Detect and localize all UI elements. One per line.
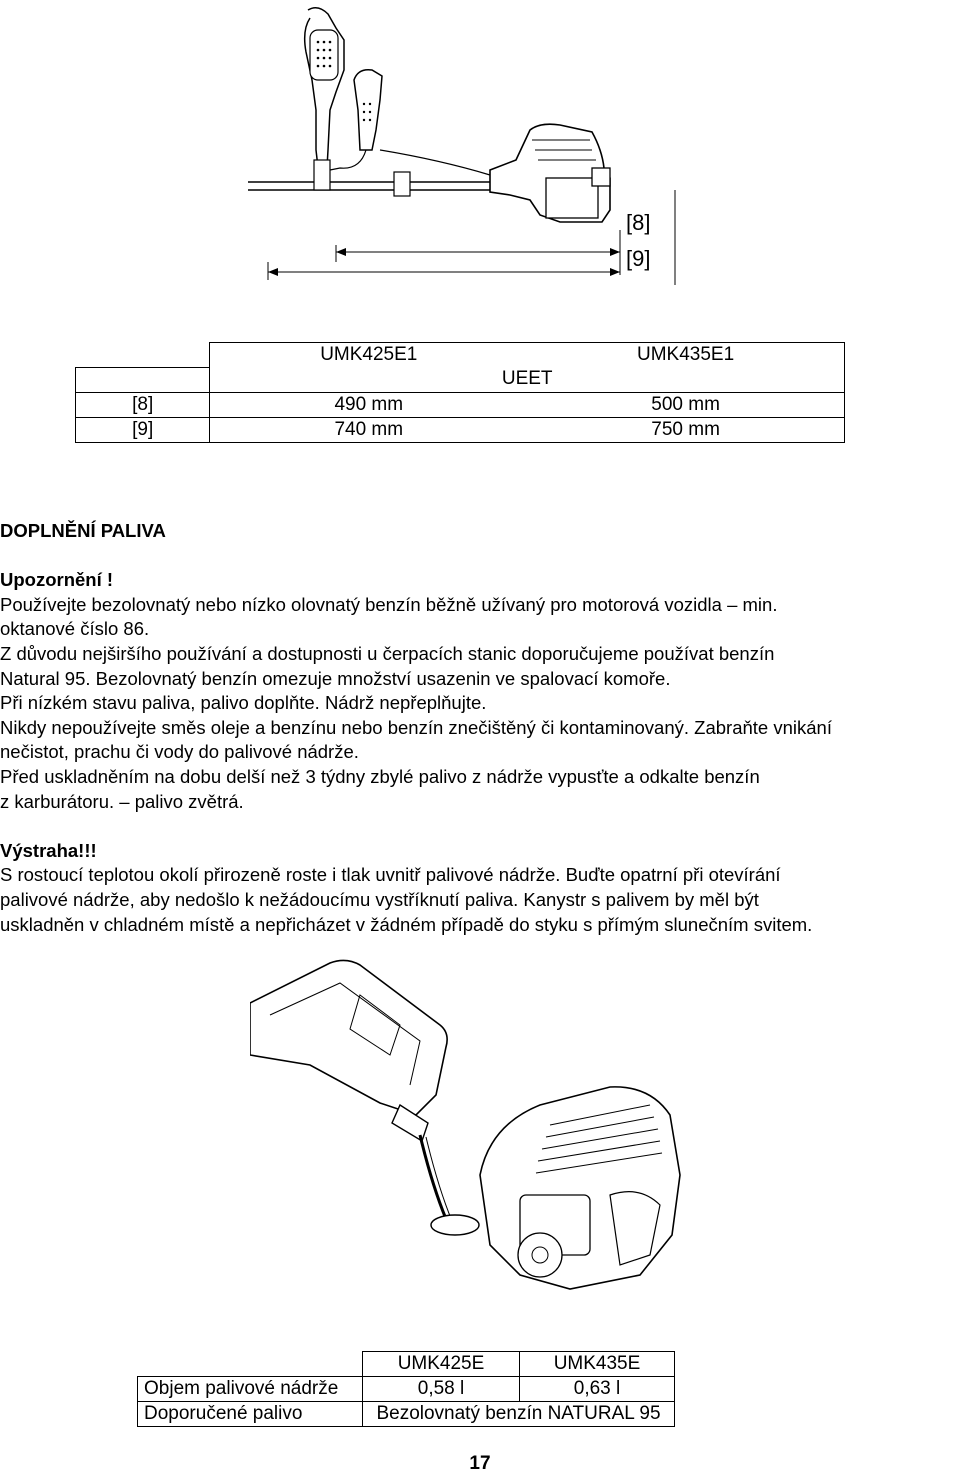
group-label: UEET xyxy=(210,367,845,392)
page-number: 17 xyxy=(469,1453,491,1474)
section-title: DOPLNĚNÍ PALIVA xyxy=(0,520,166,541)
caution-line: Z důvodu nejširšího používání a dostupnosti u čerpacích stanic doporučujeme používat benzín xyxy=(0,642,775,664)
table-cell: 490 mm xyxy=(210,392,527,417)
caution-line: Natural 95. Bezolovnatý benzín omezuje množství usazenin ve spalovací komoře. xyxy=(0,667,671,689)
fuel-refill-figure xyxy=(250,955,700,1295)
model-header: UMK425E xyxy=(363,1352,520,1377)
table-cell: 500 mm xyxy=(527,392,844,417)
dim-label-8: [8] xyxy=(626,210,651,235)
fuel-spec-table xyxy=(137,1351,675,1427)
caution-line: Před uskladněním na dobu delší než 3 týdny zbylé palivo z nádrže vypusťte a odkalte benzín xyxy=(0,765,760,787)
table-cell: 0,63 l xyxy=(520,1377,675,1402)
table-row xyxy=(76,417,845,442)
dim-label-9: [9] xyxy=(626,246,651,271)
warning-line: S rostoucí teplotou okolí přirozeně roste i tlak uvnitř palivové nádrže. Buďte opatrní při otevírání xyxy=(0,864,781,886)
dimension-table xyxy=(75,342,845,443)
caution-line: z karburátoru. – palivo zvětrá. xyxy=(0,790,244,812)
row-label: Objem palivové nádrže xyxy=(138,1377,363,1402)
caution-title: Upozornění ! xyxy=(0,569,114,591)
warning-line: palivové nádrže, aby nedošlo k nežádoucímu vystříknutí paliva. Kanystr s palivem by měl být xyxy=(0,888,759,910)
caution-line: nečistot, prachu či vody do palivové nádrže. xyxy=(0,741,359,763)
table-row xyxy=(138,1402,675,1427)
table-row xyxy=(138,1377,675,1402)
table-cell: 740 mm xyxy=(210,417,527,442)
fuel-section xyxy=(0,519,960,937)
table-cell: 750 mm xyxy=(527,417,844,442)
caution-line: Při nízkém stavu paliva, palivo doplňte. Nádrž nepřeplňujte. xyxy=(0,692,487,714)
table-cell: Bezolovnatý benzín NATURAL 95 xyxy=(363,1402,675,1427)
model-header: UMK435E xyxy=(520,1352,675,1377)
table-header-row xyxy=(76,367,845,392)
row-label: [8] xyxy=(76,392,210,417)
row-label: Doporučené palivo xyxy=(138,1402,363,1427)
table-cell: 0,58 l xyxy=(363,1377,520,1402)
trimmer-dimension-figure xyxy=(240,0,680,285)
table-header-row xyxy=(138,1352,675,1377)
caution-line: oktanové číslo 86. xyxy=(0,618,150,640)
warning-title: Výstraha!!! xyxy=(0,839,97,861)
table-header-row xyxy=(76,343,845,368)
caution-line: Nikdy nepoužívejte směs oleje a benzínu nebo benzín znečištěný či kontaminovaný. Zabraňte vnikání xyxy=(0,716,832,738)
caution-line: Používejte bezolovnatý nebo nízko olovnatý benzín běžně užívaný pro motorová vozidla – min. xyxy=(0,593,778,615)
table-row xyxy=(76,392,845,417)
model-header: UMK435E1 xyxy=(527,343,844,368)
warning-line: uskladněn v chladném místě a nepřicházet v žádném případě do styku s přímým slunečním svitem. xyxy=(0,913,813,935)
model-header: UMK425E1 xyxy=(210,343,527,368)
row-label: [9] xyxy=(76,417,210,442)
